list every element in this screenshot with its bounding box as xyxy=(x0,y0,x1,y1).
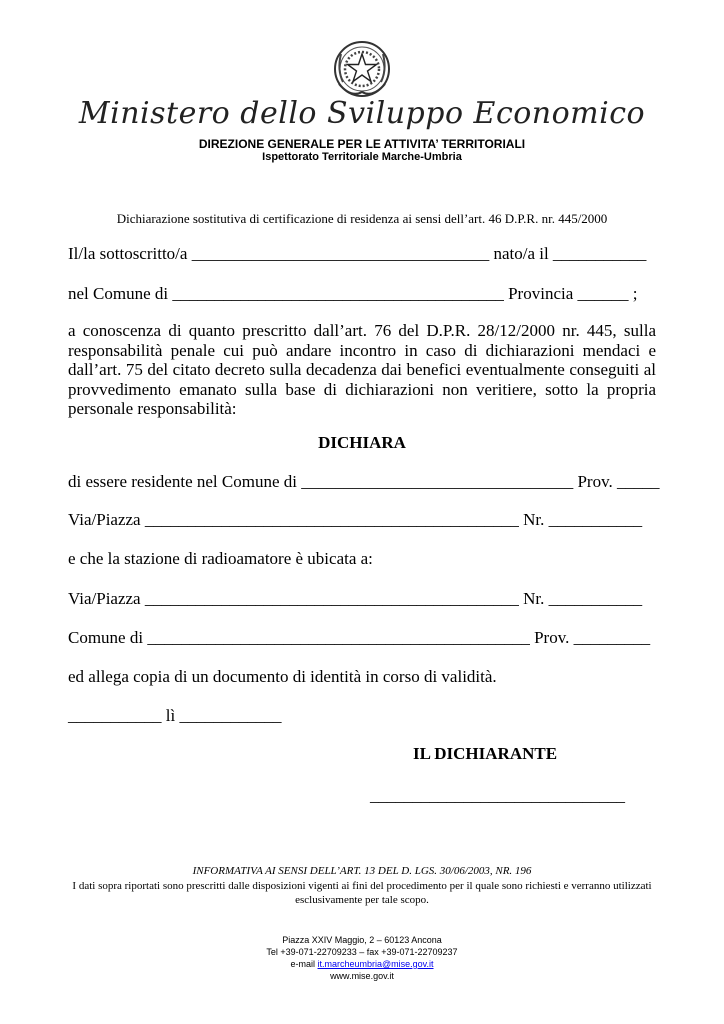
italian-republic-emblem-icon xyxy=(331,40,393,98)
privacy-text: I dati sopra riportati sono prescritti dalle disposizioni vigenti ai fini del procedimento per il quale sono richiesti e verranno utilizzati esclusivamente per tale scopo. xyxy=(72,880,652,906)
ispettorato: Ispettorato Territoriale Marche-Umbria xyxy=(262,151,462,163)
signature-field[interactable]: ______________________________ xyxy=(370,786,625,805)
direzione-generale: DIREZIONE GENERALE PER LE ATTIVITA’ TERRITORIALI xyxy=(198,137,526,151)
footer-email-label: e-mail xyxy=(290,959,318,969)
field-comune-nascita[interactable]: nel Comune di _______________________________________ Provincia ______ ; xyxy=(68,284,638,303)
responsibility-paragraph: a conoscenza di quanto prescritto dall’art. 76 del D.P.R. 28/12/2000 nr. 445, sulla responsabilità penale cui può andare incontro in caso di dichiarazioni mendaci e dall’art. 75 del citato decreto sulla decadenza dai benefici eventualmente conseguiti al provvedimento emanato sulla base di dichiarazioni non veritiere, sotto la propria personale responsabilità: xyxy=(68,321,656,418)
allega-note: ed allega copia di un documento di identità in corso di validità. xyxy=(68,667,497,686)
field-comune-stazione[interactable]: Comune di _____________________________________________ Prov. _________ xyxy=(68,628,651,647)
stazione-label: e che la stazione di radioamatore è ubicata a: xyxy=(68,549,373,568)
ministry-name: Ministero dello Sviluppo Economico xyxy=(78,96,646,131)
field-sottoscritto[interactable]: Il/la sottoscritto/a ___________________________________ nato/a il ___________ xyxy=(68,244,647,263)
footer-email-row xyxy=(0,959,724,969)
footer-address: Piazza XXIV Maggio, 2 – 60123 Ancona xyxy=(282,935,442,945)
privacy-title: INFORMATIVA AI SENSI DELL’ART. 13 DEL D. LGS. 30/06/2003, NR. 196 xyxy=(192,865,532,877)
footer-email-link[interactable]: it.marcheumbria@mise.gov.it xyxy=(317,959,434,969)
field-residenza[interactable]: di essere residente nel Comune di ________________________________ Prov. _____ xyxy=(68,472,660,491)
form-intro: Dichiarazione sostitutiva di certificazione di residenza ai sensi dell’art. 46 D.P.R. nr. 445/2000 xyxy=(116,211,608,226)
field-via-stazione[interactable]: Via/Piazza ____________________________________________ Nr. ___________ xyxy=(68,589,643,608)
field-via-residenza[interactable]: Via/Piazza ____________________________________________ Nr. ___________ xyxy=(68,510,643,529)
dichiara-heading: DICHIARA xyxy=(318,433,406,452)
footer-phone: Tel +39-071-22709233 – fax +39-071-22709237 xyxy=(266,947,458,957)
footer-website[interactable]: www.mise.gov.it xyxy=(330,971,394,981)
field-luogo-data[interactable]: ___________ lì ____________ xyxy=(68,706,282,725)
dichiarante-label: IL DICHIARANTE xyxy=(413,744,558,763)
